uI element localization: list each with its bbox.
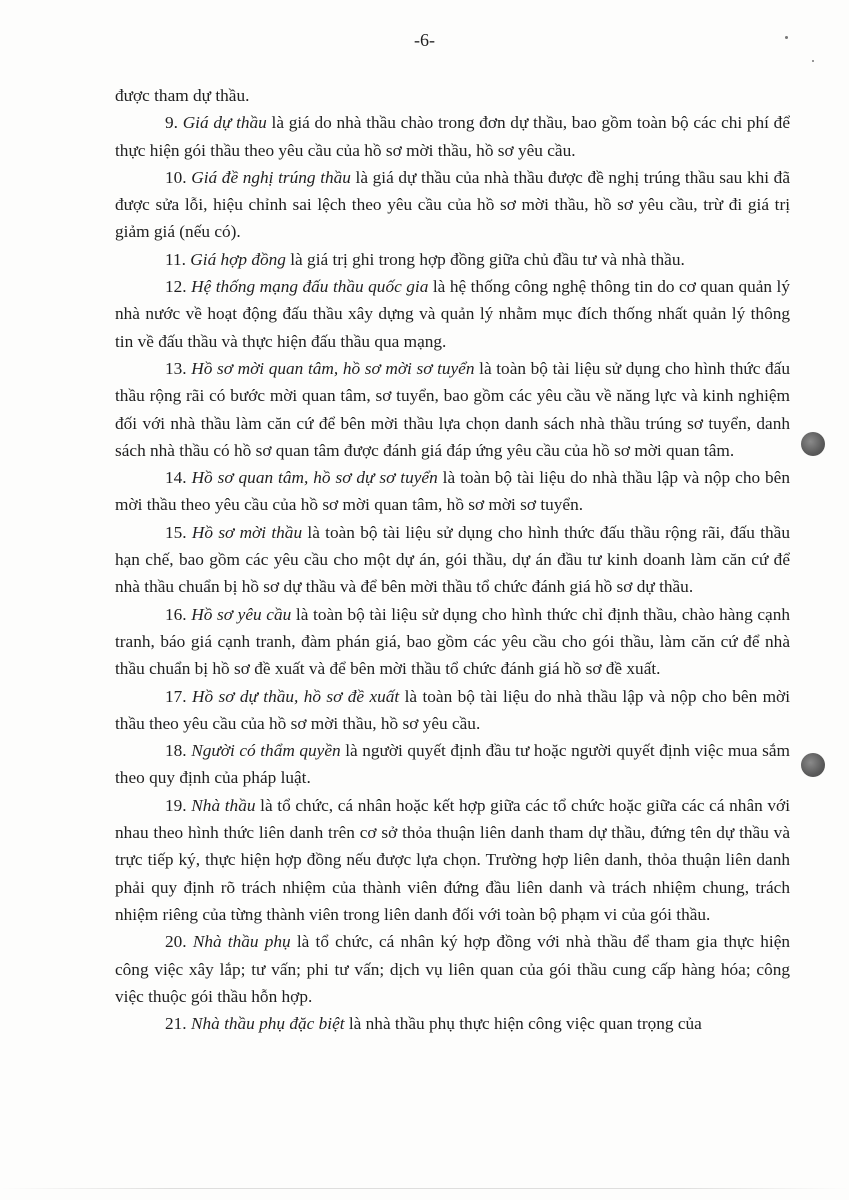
clause-text: là tổ chức, cá nhân hoặc kết hợp giữa các tổ chức hoặc giữa các cá nhân với nhau theo hình thức liên danh trên cơ sở thỏa thuận liên danh tham dự thầu, đứng tên dự thầu và trực tiếp ký, thực hiện hợp đồng nếu được lựa chọn. Trường hợp liên danh, thỏa thuận liên danh phải quy định rõ trách nhiệm của thành viên đứng đầu liên danh và trách nhiệm chung, trách nhiệm riêng của từng thành viên trong liên danh đối với toàn bộ phạm vi của gói thầu. [115,795,790,924]
clause-number: 10. [165,167,187,187]
clause-10 [115,164,790,246]
clause-text: là giá trị ghi trong hợp đồng giữa chủ đầu tư và nhà thầu. [285,249,685,269]
clause-text: là toàn bộ tài liệu do nhà thầu lập và nộp cho bên mời thầu theo yêu cầu của hồ sơ mời quan tâm, hồ sơ mời sơ tuyển. [115,468,790,515]
clause-21 [115,1010,790,1037]
document-body [115,82,790,1037]
clause-term: Hồ sơ mời quan tâm, hồ sơ mời sơ tuyển [191,358,475,378]
clause-number: 16. [165,604,187,624]
bottom-scan-edge [0,1188,849,1189]
clause-number: 9. [165,113,178,133]
intro-line: được tham dự thầu. [115,86,250,105]
clause-term: Nhà thầu phụ [192,932,291,952]
clause-term: Người có thẩm quyền [191,741,341,761]
punch-hole-bottom [801,753,825,777]
clause-text: là toàn bộ tài liệu sử dụng cho hình thức chỉ định thầu, chào hàng cạnh tranh, báo giá cạnh tranh, đàm phán giá, bao gồm các yêu cầu cho gói thầu, làm căn cứ để nhà thầu chuẩn bị hồ sơ đề xuất và để bên mời thầu tổ chức đánh giá hồ sơ đề xuất. [115,604,790,679]
clause-number: 15. [165,522,187,542]
clause-18 [115,737,790,792]
clause-13 [115,355,790,464]
clause-11 [115,246,790,273]
clause-term: Hồ sơ dự thầu, hồ sơ đề xuất [192,686,400,706]
clause-term: Giá đề nghị trúng thầu [191,167,351,187]
clause-number: 13. [165,358,187,378]
clause-term: Hồ sơ yêu cầu [191,604,292,624]
clause-19 [115,792,790,928]
speck [812,60,814,62]
clause-15 [115,519,790,601]
page-number: -6- [414,30,435,50]
clause-number: 19. [165,795,187,815]
clause-9 [115,109,790,164]
clause-term: Hồ sơ quan tâm, hồ sơ dự sơ tuyển [191,468,438,488]
clause-term: Nhà thầu [191,795,256,815]
clause-term: Hồ sơ mời thầu [191,522,303,542]
clause-number: 14. [165,468,187,488]
clause-number: 11. [165,249,186,269]
clause-number: 20. [165,932,187,952]
clause-number: 21. [165,1014,187,1034]
clause-text: là giá dự thầu của nhà thầu được đề nghị trúng thầu sau khi đã được sửa lỗi, hiệu chỉnh sai lệch theo yêu cầu của hồ sơ mời thầu, hồ sơ yêu cầu, trừ đi giá trị giảm giá (nếu có). [115,167,790,242]
clause-term: Giá hợp đồng [190,249,286,269]
speck [785,36,788,39]
clause-17 [115,683,790,738]
clause-term: Nhà thầu phụ đặc biệt [190,1014,345,1034]
clause-number: 18. [165,741,187,761]
clause-text: là giá do nhà thầu chào trong đơn dự thầu, bao gồm toàn bộ các chi phí để thực hiện gói thầu theo yêu cầu của hồ sơ mời thầu, hồ sơ yêu cầu. [115,113,790,160]
clause-14 [115,464,790,519]
clause-text: là toàn bộ tài liệu do nhà thầu lập và nộp cho bên mời thầu theo yêu cầu của hồ sơ mời thầu, hồ sơ yêu cầu. [115,686,790,733]
clause-number: 17. [165,686,187,706]
clause-text: là nhà thầu phụ thực hiện công việc quan trọng của [344,1014,702,1034]
clause-text: là toàn bộ tài liệu sử dụng cho hình thức đấu thầu rộng rãi, đấu thầu hạn chế, bao gồm các yêu cầu cho một dự án, gói thầu, dự án đầu tư kinh doanh làm căn cứ để nhà thầu chuẩn bị hồ sơ dự thầu và để bên mời thầu tổ chức đánh giá hồ sơ dự thầu. [115,522,790,597]
clause-text: là hệ thống công nghệ thông tin do cơ quan quản lý nhà nước về hoạt động đấu thầu xây dựng và quản lý nhằm mục đích thống nhất quản lý thông tin về đấu thầu và thực hiện đấu thầu qua mạng. [115,277,790,351]
clause-20 [115,928,790,1010]
clause-text: là toàn bộ tài liệu sử dụng cho hình thức đấu thầu rộng rãi có bước mời quan tâm, sơ tuyển, bao gồm các yêu cầu về năng lực và kinh nghiệm đối với nhà thầu làm căn cứ để bên mời thầu lựa chọn danh sách nhà thầu trúng sơ tuyển, danh sách nhà thầu có hồ sơ quan tâm được đánh giá đáp ứng yêu cầu của hồ sơ mời quan tâm. [115,358,790,460]
clause-text: là người quyết định đầu tư hoặc người quyết định việc mua sắm theo quy định của pháp luật. [115,741,790,788]
clause-term: Hệ thống mạng đấu thầu quốc gia [191,277,429,297]
clause-16 [115,601,790,683]
punch-hole-top [801,432,825,456]
clause-term: Giá dự thầu [182,113,267,133]
clause-text: là tổ chức, cá nhân ký hợp đồng với nhà thầu để tham gia thực hiện công việc xây lắp; tư vấn; phi tư vấn; dịch vụ liên quan của gói thầu cung cấp hàng hóa; công việc thuộc gói thầu hỗn hợp. [115,932,790,1006]
clause-number: 12. [165,277,187,297]
clause-12 [115,273,790,355]
